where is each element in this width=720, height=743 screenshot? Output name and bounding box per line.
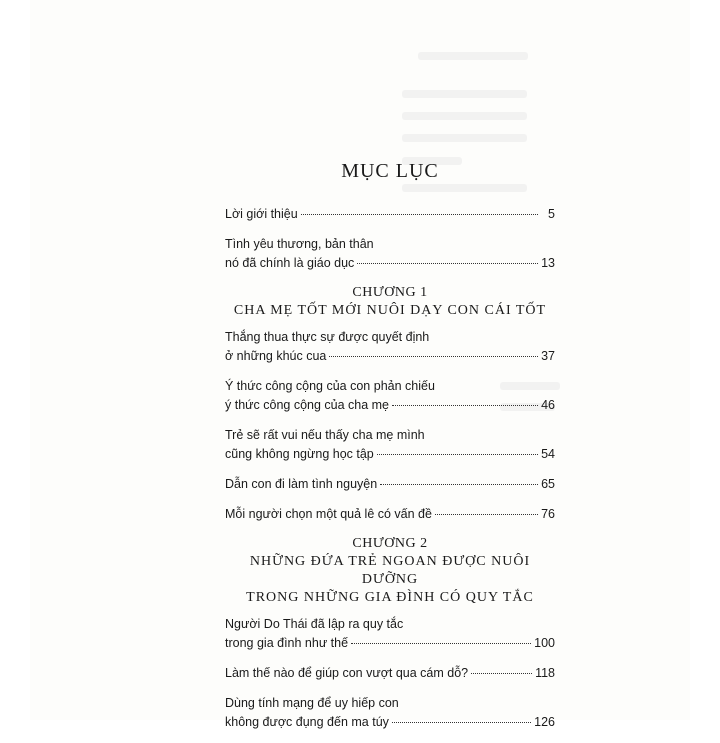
toc-entry-text: Làm thế nào để giúp con vượt qua cám dỗ? [225, 666, 469, 680]
book-page [30, 0, 690, 729]
toc-entry[interactable] [225, 426, 555, 464]
dot-leader [351, 643, 531, 644]
chapter-title: CHA MẸ TỐT MỚI NUÔI DẠY CON CÁI TỐT [233, 303, 547, 318]
chapters [225, 284, 555, 732]
dot-leader [301, 214, 538, 215]
dot-leader [380, 484, 538, 485]
toc-entry[interactable] [225, 694, 555, 732]
toc-entry-line [225, 205, 555, 224]
toc-entry-line [225, 634, 555, 653]
toc-entry-text: Ý thức công cộng của con phản chiếu [225, 379, 435, 393]
toc-entry-text: Lời giới thiệu [225, 207, 298, 221]
chapter-heading [225, 535, 555, 607]
toc-title: MỤC LỤC [341, 160, 439, 182]
toc-entry-text: cũng không ngừng học tập [225, 447, 374, 461]
toc-entry-line [225, 505, 555, 524]
toc-entry-line [225, 254, 555, 273]
dot-leader [435, 514, 538, 515]
toc-entry-text: không được đụng đến ma túy [225, 715, 389, 729]
dot-leader [392, 722, 531, 723]
toc-entry[interactable] [225, 328, 555, 366]
toc-entry-text: ở những khúc cua [225, 349, 327, 363]
toc-entry-line [225, 328, 555, 347]
page-number: 126 [534, 715, 555, 729]
toc-entry[interactable] [225, 377, 555, 415]
toc-entry-text: Dùng tính mạng để uy hiếp con [225, 696, 399, 710]
dot-leader [357, 263, 538, 264]
toc-entry[interactable] [225, 235, 555, 273]
toc-entry-text: Mỗi người chọn một quả lê có vấn đề [225, 507, 432, 521]
toc-entry-line [225, 713, 555, 732]
dot-leader [392, 405, 538, 406]
toc-entry-line [225, 475, 555, 494]
toc-entry[interactable] [225, 505, 555, 524]
toc-entry[interactable] [225, 615, 555, 653]
toc-entry-line [225, 664, 555, 683]
toc-entry-text: ý thức công cộng của cha mẹ [225, 398, 390, 412]
page-number: 46 [541, 398, 555, 412]
table-of-contents [225, 150, 555, 743]
toc-entry-line [225, 694, 555, 713]
toc-entry[interactable] [225, 205, 555, 224]
toc-entry-text: Trẻ sẽ rất vui nếu thấy cha mẹ mình [225, 428, 425, 442]
toc-entry-line [225, 377, 555, 396]
chapter-label: CHƯƠNG 2 [352, 536, 428, 551]
toc-entry-text: Thắng thua thực sự được quyết định [225, 330, 430, 344]
toc-entry-line [225, 445, 555, 464]
toc-entry-line [225, 426, 555, 445]
dot-leader [377, 454, 538, 455]
toc-entry-text: trong gia đình như thế [225, 636, 349, 650]
chapter-title: TRONG NHỮNG GIA ĐÌNH CÓ QUY TẮC [246, 590, 534, 605]
toc-entry[interactable] [225, 664, 555, 683]
intro-entries [225, 205, 555, 273]
chapter-label: CHƯƠNG 1 [352, 285, 428, 300]
page-number: 37 [541, 349, 555, 363]
page-number: 100 [534, 636, 555, 650]
toc-entry-line [225, 347, 555, 366]
dot-leader [329, 356, 538, 357]
chapter-heading [225, 284, 555, 320]
dot-leader [471, 673, 532, 674]
toc-entry-text: Người Do Thái đã lập ra quy tắc [225, 617, 404, 631]
page-number: 118 [535, 666, 555, 680]
toc-entry-text: Dẫn con đi làm tình nguyện [225, 477, 378, 491]
page-number: 65 [541, 477, 555, 491]
page-number: 76 [541, 507, 555, 521]
page-number: 5 [548, 207, 555, 221]
toc-entry-line [225, 615, 555, 634]
toc-entry-text: Tình yêu thương, bản thân [225, 237, 374, 251]
page-number: 54 [541, 447, 555, 461]
toc-entry-text: nó đã chính là giáo dục [225, 256, 355, 270]
toc-entry[interactable] [225, 475, 555, 494]
toc-entry-line [225, 235, 555, 254]
page-number: 13 [541, 256, 555, 270]
toc-entry-line [225, 396, 555, 415]
chapter-title: NHỮNG ĐỨA TRẺ NGOAN ĐƯỢC NUÔI DƯỠNG [249, 554, 531, 587]
